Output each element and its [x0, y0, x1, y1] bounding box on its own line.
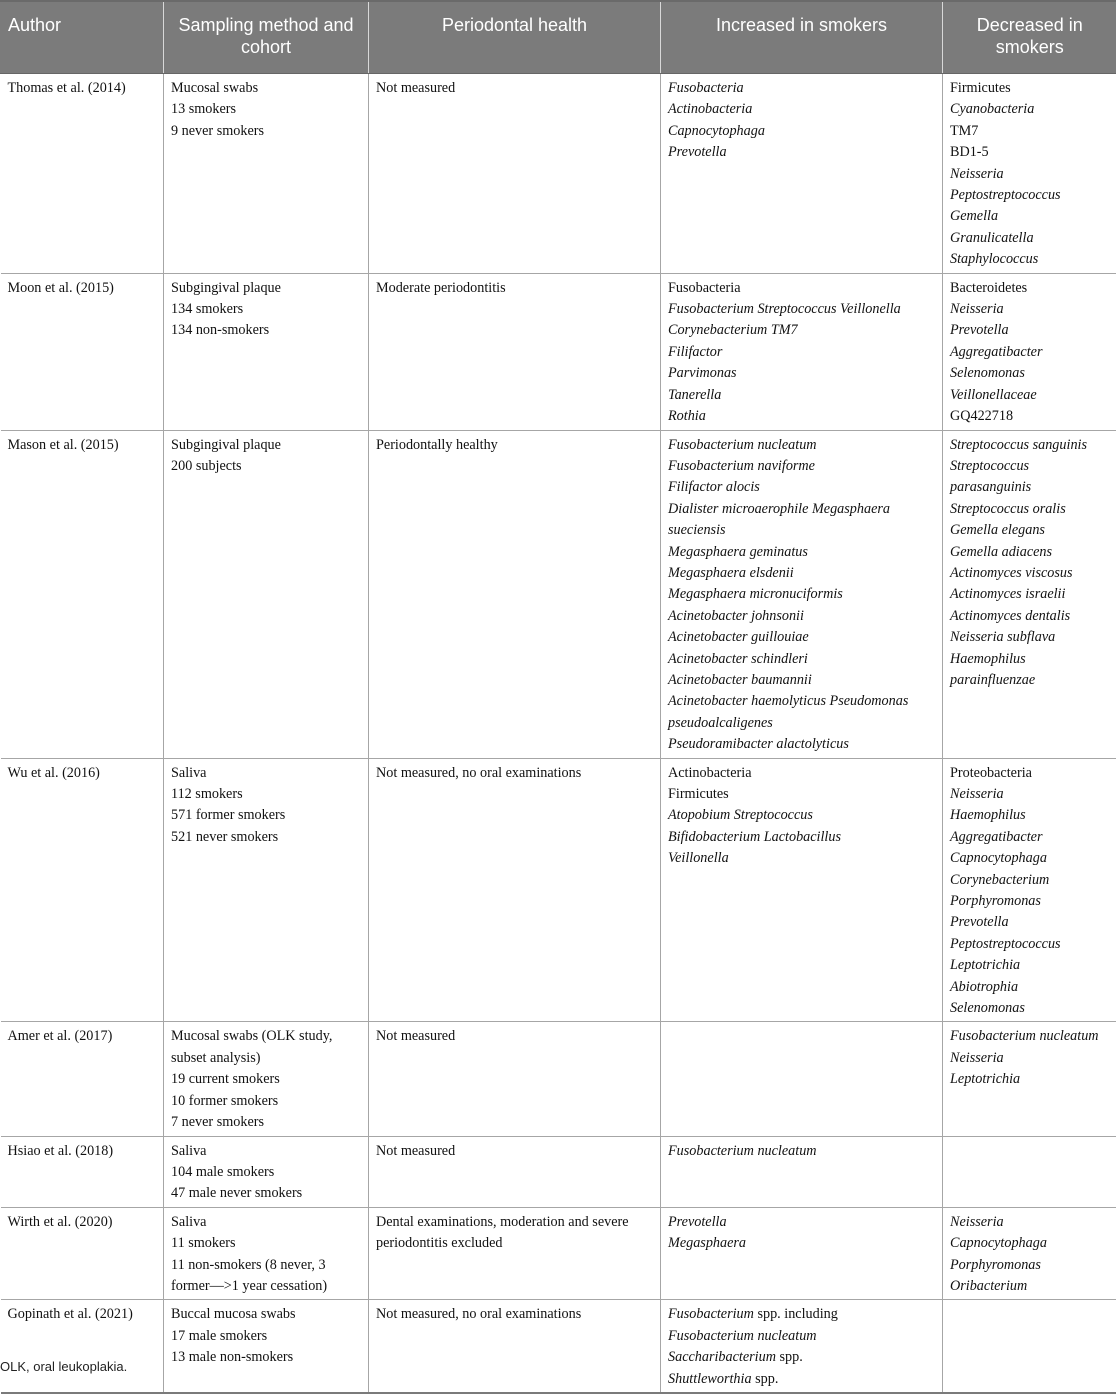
taxon-item — [950, 142, 1110, 163]
taxon-name: Fusobacterium Streptococcus Veillonella — [668, 301, 901, 317]
taxon-item — [668, 848, 935, 869]
taxon-name: Acinetobacter schindleri — [668, 651, 808, 667]
taxon-item — [950, 456, 1110, 499]
table-row — [1, 430, 1116, 758]
sampling-line: 7 never smokers — [171, 1112, 361, 1133]
taxon-name: BD1-5 — [950, 144, 989, 160]
taxon-name: Actinomyces israelii — [950, 586, 1065, 602]
taxon-item — [668, 406, 935, 427]
table-row — [1, 273, 1116, 430]
cell-increased — [661, 1300, 943, 1393]
sampling-line: 19 current smokers — [171, 1069, 361, 1090]
taxon-item — [668, 299, 935, 320]
sampling-line: Subgingival plaque — [171, 435, 361, 456]
taxon-item — [668, 342, 935, 363]
author-text: Mason et al. (2015) — [8, 435, 157, 456]
cell-author — [1, 273, 164, 430]
cell-increased — [661, 430, 943, 758]
taxon-name: Actinobacteria — [668, 765, 752, 781]
taxon-name: Acinetobacter johnsonii — [668, 608, 804, 624]
cell-periodontal-health — [369, 1207, 661, 1300]
cell-periodontal-health — [369, 1136, 661, 1207]
taxon-name: Acinetobacter haemolyticus Pseudomonas pseudoalcaligenes — [668, 693, 908, 730]
taxon-item — [950, 1255, 1110, 1276]
taxon-item — [950, 563, 1110, 584]
taxon-item — [950, 1233, 1110, 1254]
taxon-name: Streptococcus parasanguinis — [950, 458, 1031, 495]
taxon-item — [950, 299, 1110, 320]
cell-sampling — [164, 1207, 369, 1300]
sampling-line: Mucosal swabs — [171, 78, 361, 99]
cell-author — [1, 1136, 164, 1207]
sampling-line: 521 never smokers — [171, 827, 361, 848]
cell-decreased — [943, 430, 1116, 758]
taxon-item — [668, 670, 935, 691]
taxon-name: Haemophilus — [950, 807, 1026, 823]
taxon-name: Prevotella — [950, 914, 1009, 930]
sampling-line: Saliva — [171, 1141, 361, 1162]
taxon-name: Acinetobacter guillouiae — [668, 629, 809, 645]
taxon-item — [668, 99, 935, 120]
taxon-item — [950, 998, 1110, 1019]
table-footnote: OLK, oral leukoplakia. — [0, 1359, 127, 1374]
taxon-item — [950, 584, 1110, 605]
health-text: Not measured, no oral examinations — [376, 763, 653, 784]
taxon-name: Fusobacteria — [668, 280, 741, 296]
taxon-name: Selenomonas — [950, 1000, 1025, 1016]
taxon-item — [950, 499, 1110, 520]
taxon-name: Fusobacterium — [668, 1306, 754, 1322]
taxon-name: Gemella elegans — [950, 522, 1045, 538]
taxon-item — [668, 435, 935, 456]
cell-periodontal-health — [369, 1300, 661, 1393]
taxon-item — [950, 342, 1110, 363]
health-text: Dental examinations, moderation and severe periodontitis excluded — [376, 1212, 653, 1255]
sampling-line: 104 male smokers — [171, 1162, 361, 1183]
taxon-name: Capnocytophaga — [950, 1235, 1047, 1251]
taxon-name: Granulicatella — [950, 230, 1034, 246]
taxon-item — [668, 1347, 935, 1368]
header-author: Author — [1, 1, 164, 74]
taxon-item — [668, 691, 935, 734]
taxon-item — [668, 78, 935, 99]
taxon-item — [668, 121, 935, 142]
taxon-name: Fusobacterium nucleatum — [668, 1143, 817, 1159]
taxon-name: Firmicutes — [950, 80, 1011, 96]
health-text: Moderate periodontitis — [376, 278, 653, 299]
taxon-item — [668, 827, 935, 848]
sampling-line: Saliva — [171, 763, 361, 784]
taxon-name: Megasphaera — [668, 1235, 746, 1251]
taxon-name: TM7 — [950, 123, 978, 139]
health-text: Not measured, no oral examinations — [376, 1304, 653, 1325]
cell-author — [1, 1207, 164, 1300]
cell-periodontal-health — [369, 74, 661, 274]
taxon-name: Prevotella — [950, 322, 1009, 338]
cell-periodontal-health — [369, 273, 661, 430]
cell-increased — [661, 1022, 943, 1136]
author-text: Thomas et al. (2014) — [8, 78, 157, 99]
taxon-name: Capnocytophaga — [668, 123, 765, 139]
sampling-line: 11 non-smokers (8 never, 3 former—>1 year cessation) — [171, 1255, 361, 1298]
taxon-item — [668, 784, 935, 805]
author-text: Amer et al. (2017) — [8, 1026, 157, 1047]
taxon-item — [668, 627, 935, 648]
taxon-name: Abiotrophia — [950, 979, 1018, 995]
cell-periodontal-health — [369, 1022, 661, 1136]
taxon-name: Actinomyces dentalis — [950, 608, 1070, 624]
sampling-line: 17 male smokers — [171, 1326, 361, 1347]
taxon-item — [668, 1304, 935, 1325]
taxon-name: Megasphaera micronuciformis — [668, 586, 843, 602]
cell-sampling — [164, 1300, 369, 1393]
taxon-name: Neisseria — [950, 1214, 1004, 1230]
taxon-name: Haemophilus parainfluenzae — [950, 651, 1035, 688]
cell-author — [1, 430, 164, 758]
taxon-item — [668, 606, 935, 627]
health-text: Not measured — [376, 1141, 653, 1162]
taxon-item — [950, 320, 1110, 341]
sampling-line: 13 male non-smokers — [171, 1347, 361, 1368]
taxon-item — [950, 1069, 1110, 1090]
taxon-item — [950, 228, 1110, 249]
taxon-name: Veillonellaceae — [950, 387, 1037, 403]
cell-sampling — [164, 758, 369, 1022]
taxon-name: Proteobacteria — [950, 765, 1032, 781]
table-row — [1, 1022, 1116, 1136]
sampling-line: 47 male never smokers — [171, 1183, 361, 1204]
cell-decreased — [943, 758, 1116, 1022]
taxon-item — [668, 320, 935, 341]
taxon-name: Corynebacterium — [950, 872, 1049, 888]
sampling-line: 112 smokers — [171, 784, 361, 805]
taxon-item — [668, 734, 935, 755]
taxon-name: Leptotrichia — [950, 957, 1020, 973]
taxon-item — [668, 763, 935, 784]
taxon-name: Acinetobacter baumannii — [668, 672, 812, 688]
taxon-item — [950, 627, 1110, 648]
taxon-name: Tanerella — [668, 387, 721, 403]
cell-periodontal-health — [369, 758, 661, 1022]
taxon-name: Atopobium Streptococcus — [668, 807, 813, 823]
taxon-name: Firmicutes — [668, 786, 729, 802]
author-text: Gopinath et al. (2021) — [8, 1304, 157, 1325]
taxon-item — [950, 164, 1110, 185]
cell-decreased — [943, 1207, 1116, 1300]
taxon-suffix: spp. including — [754, 1306, 838, 1322]
taxon-item — [950, 848, 1110, 869]
taxon-item — [950, 805, 1110, 826]
taxon-item — [950, 649, 1110, 692]
taxon-item — [950, 249, 1110, 270]
taxon-item — [950, 520, 1110, 541]
sampling-line: 200 subjects — [171, 456, 361, 477]
table-row — [1, 1136, 1116, 1207]
taxon-name: Porphyromonas — [950, 1257, 1041, 1273]
sampling-line: 571 former smokers — [171, 805, 361, 826]
taxon-item — [950, 1212, 1110, 1233]
taxon-item — [950, 206, 1110, 227]
header-row — [1, 1, 1116, 74]
taxon-item — [668, 1141, 935, 1162]
sampling-line: 134 smokers — [171, 299, 361, 320]
cell-decreased — [943, 273, 1116, 430]
taxon-name: Porphyromonas — [950, 893, 1041, 909]
sampling-line: 11 smokers — [171, 1233, 361, 1254]
taxon-item — [668, 563, 935, 584]
taxon-name: Capnocytophaga — [950, 850, 1047, 866]
taxon-name: Veillonella — [668, 850, 729, 866]
taxon-name: Neisseria — [950, 1050, 1004, 1066]
sampling-line: Mucosal swabs (OLK study, subset analysis) — [171, 1026, 361, 1069]
cell-author — [1, 74, 164, 274]
taxon-suffix: spp. — [752, 1371, 779, 1387]
taxon-name: Megasphaera geminatus — [668, 544, 808, 560]
author-text: Moon et al. (2015) — [8, 278, 157, 299]
cell-sampling — [164, 1022, 369, 1136]
taxon-item — [950, 891, 1110, 912]
taxon-item — [668, 805, 935, 826]
taxon-name: Saccharibacterium — [668, 1349, 776, 1365]
header-sampling: Sampling method and cohort — [164, 1, 369, 74]
taxon-name: Filifactor — [668, 344, 722, 360]
taxon-item — [950, 955, 1110, 976]
table-row — [1, 1207, 1116, 1300]
cell-sampling — [164, 1136, 369, 1207]
cell-decreased — [943, 1136, 1116, 1207]
cell-increased — [661, 74, 943, 274]
cell-decreased — [943, 1022, 1116, 1136]
taxon-item — [950, 912, 1110, 933]
taxon-name: Streptococcus oralis — [950, 501, 1066, 517]
header-increased: Increased in smokers — [661, 1, 943, 74]
author-text: Hsiao et al. (2018) — [8, 1141, 157, 1162]
taxon-name: Cyanobacteria — [950, 101, 1034, 117]
taxon-suffix: spp. — [776, 1349, 803, 1365]
taxon-item — [950, 185, 1110, 206]
taxon-name: Leptotrichia — [950, 1071, 1020, 1087]
cell-author — [1, 758, 164, 1022]
taxon-item — [950, 385, 1110, 406]
cell-increased — [661, 1136, 943, 1207]
table-row — [1, 758, 1116, 1022]
taxon-item — [668, 363, 935, 384]
cell-author — [1, 1300, 164, 1393]
table-row — [1, 1300, 1116, 1393]
taxon-item — [950, 78, 1110, 99]
taxon-item — [668, 142, 935, 163]
sampling-line: 9 never smokers — [171, 121, 361, 142]
taxon-item — [950, 1048, 1110, 1069]
sampling-line: Saliva — [171, 1212, 361, 1233]
taxon-name: Neisseria — [950, 786, 1004, 802]
taxon-item — [668, 385, 935, 406]
sampling-line: Subgingival plaque — [171, 278, 361, 299]
taxon-name: Fusobacterium naviforme — [668, 458, 815, 474]
taxon-name: Rothia — [668, 408, 706, 424]
cell-increased — [661, 273, 943, 430]
taxon-name: Megasphaera elsdenii — [668, 565, 794, 581]
taxon-item — [950, 763, 1110, 784]
taxon-name: Prevotella — [668, 144, 727, 160]
taxon-name: Fusobacterium nucleatum — [668, 1328, 817, 1344]
taxon-item — [950, 278, 1110, 299]
taxon-name: Dialister microaerophile Megasphaera sueciensis — [668, 501, 890, 538]
sampling-line: 13 smokers — [171, 99, 361, 120]
taxon-name: Actinobacteria — [668, 101, 752, 117]
cell-increased — [661, 758, 943, 1022]
taxon-item — [950, 977, 1110, 998]
taxon-item — [950, 934, 1110, 955]
cell-decreased — [943, 1300, 1116, 1393]
taxon-name: Aggregatibacter — [950, 829, 1042, 845]
taxon-item — [950, 121, 1110, 142]
health-text: Not measured — [376, 78, 653, 99]
header-periodontal-health: Periodontal health — [369, 1, 661, 74]
taxon-name: Aggregatibacter — [950, 344, 1042, 360]
taxon-name: Parvimonas — [668, 365, 737, 381]
sampling-line: 134 non-smokers — [171, 320, 361, 341]
taxon-name: Shuttleworthia — [668, 1371, 752, 1387]
table-row — [1, 74, 1116, 274]
author-text: Wu et al. (2016) — [8, 763, 157, 784]
taxon-name: Fusobacterium nucleatum — [950, 1028, 1099, 1044]
taxon-name: Oribacterium — [950, 1278, 1027, 1294]
taxon-item — [950, 1276, 1110, 1297]
taxon-name: Peptostreptococcus — [950, 936, 1061, 952]
taxon-item — [950, 827, 1110, 848]
taxon-item — [950, 363, 1110, 384]
taxon-item — [950, 606, 1110, 627]
taxon-item — [668, 278, 935, 299]
cell-sampling — [164, 273, 369, 430]
taxon-name: Fusobacterium nucleatum — [668, 437, 817, 453]
taxon-name: Neisseria — [950, 166, 1004, 182]
sampling-line: 10 former smokers — [171, 1091, 361, 1112]
taxon-item — [668, 649, 935, 670]
taxon-name: Pseudoramibacter alactolyticus — [668, 736, 849, 752]
taxon-item — [668, 456, 935, 477]
taxon-item — [950, 435, 1110, 456]
taxon-item — [950, 542, 1110, 563]
taxon-item — [950, 870, 1110, 891]
taxon-name: Bacteroidetes — [950, 280, 1027, 296]
cell-sampling — [164, 74, 369, 274]
taxon-item — [668, 1233, 935, 1254]
taxon-item — [668, 477, 935, 498]
taxon-item — [950, 1026, 1110, 1047]
taxon-name: Selenomonas — [950, 365, 1025, 381]
taxon-item — [950, 406, 1110, 427]
cell-sampling — [164, 430, 369, 758]
sampling-line: Buccal mucosa swabs — [171, 1304, 361, 1325]
health-text: Periodontally healthy — [376, 435, 653, 456]
taxon-item — [668, 1369, 935, 1390]
taxon-name: Peptostreptococcus — [950, 187, 1061, 203]
taxon-item — [668, 499, 935, 542]
taxon-name: Bifidobacterium Lactobacillus — [668, 829, 841, 845]
taxon-name: Corynebacterium TM7 — [668, 322, 798, 338]
taxon-item — [668, 542, 935, 563]
taxon-item — [950, 99, 1110, 120]
taxon-name: Gemella — [950, 208, 998, 224]
taxon-name: Streptococcus sanguinis — [950, 437, 1087, 453]
health-text: Not measured — [376, 1026, 653, 1047]
cell-increased — [661, 1207, 943, 1300]
taxon-name: Staphylococcus — [950, 251, 1038, 267]
cell-decreased — [943, 74, 1116, 274]
taxon-item — [950, 784, 1110, 805]
taxon-name: Neisseria subflava — [950, 629, 1055, 645]
taxon-name: Gemella adiacens — [950, 544, 1052, 560]
taxon-name: Prevotella — [668, 1214, 727, 1230]
author-text: Wirth et al. (2020) — [8, 1212, 157, 1233]
header-decreased: Decreased in smokers — [943, 1, 1116, 74]
taxon-name: Fusobacteria — [668, 80, 744, 96]
taxon-name: Actinomyces viscosus — [950, 565, 1073, 581]
cell-periodontal-health — [369, 430, 661, 758]
taxon-name: Filifactor alocis — [668, 479, 760, 495]
taxon-name: Neisseria — [950, 301, 1004, 317]
cell-author — [1, 1022, 164, 1136]
taxon-item — [668, 584, 935, 605]
taxon-item — [668, 1326, 935, 1347]
taxon-name: GQ422718 — [950, 408, 1013, 424]
taxon-item — [668, 1212, 935, 1233]
